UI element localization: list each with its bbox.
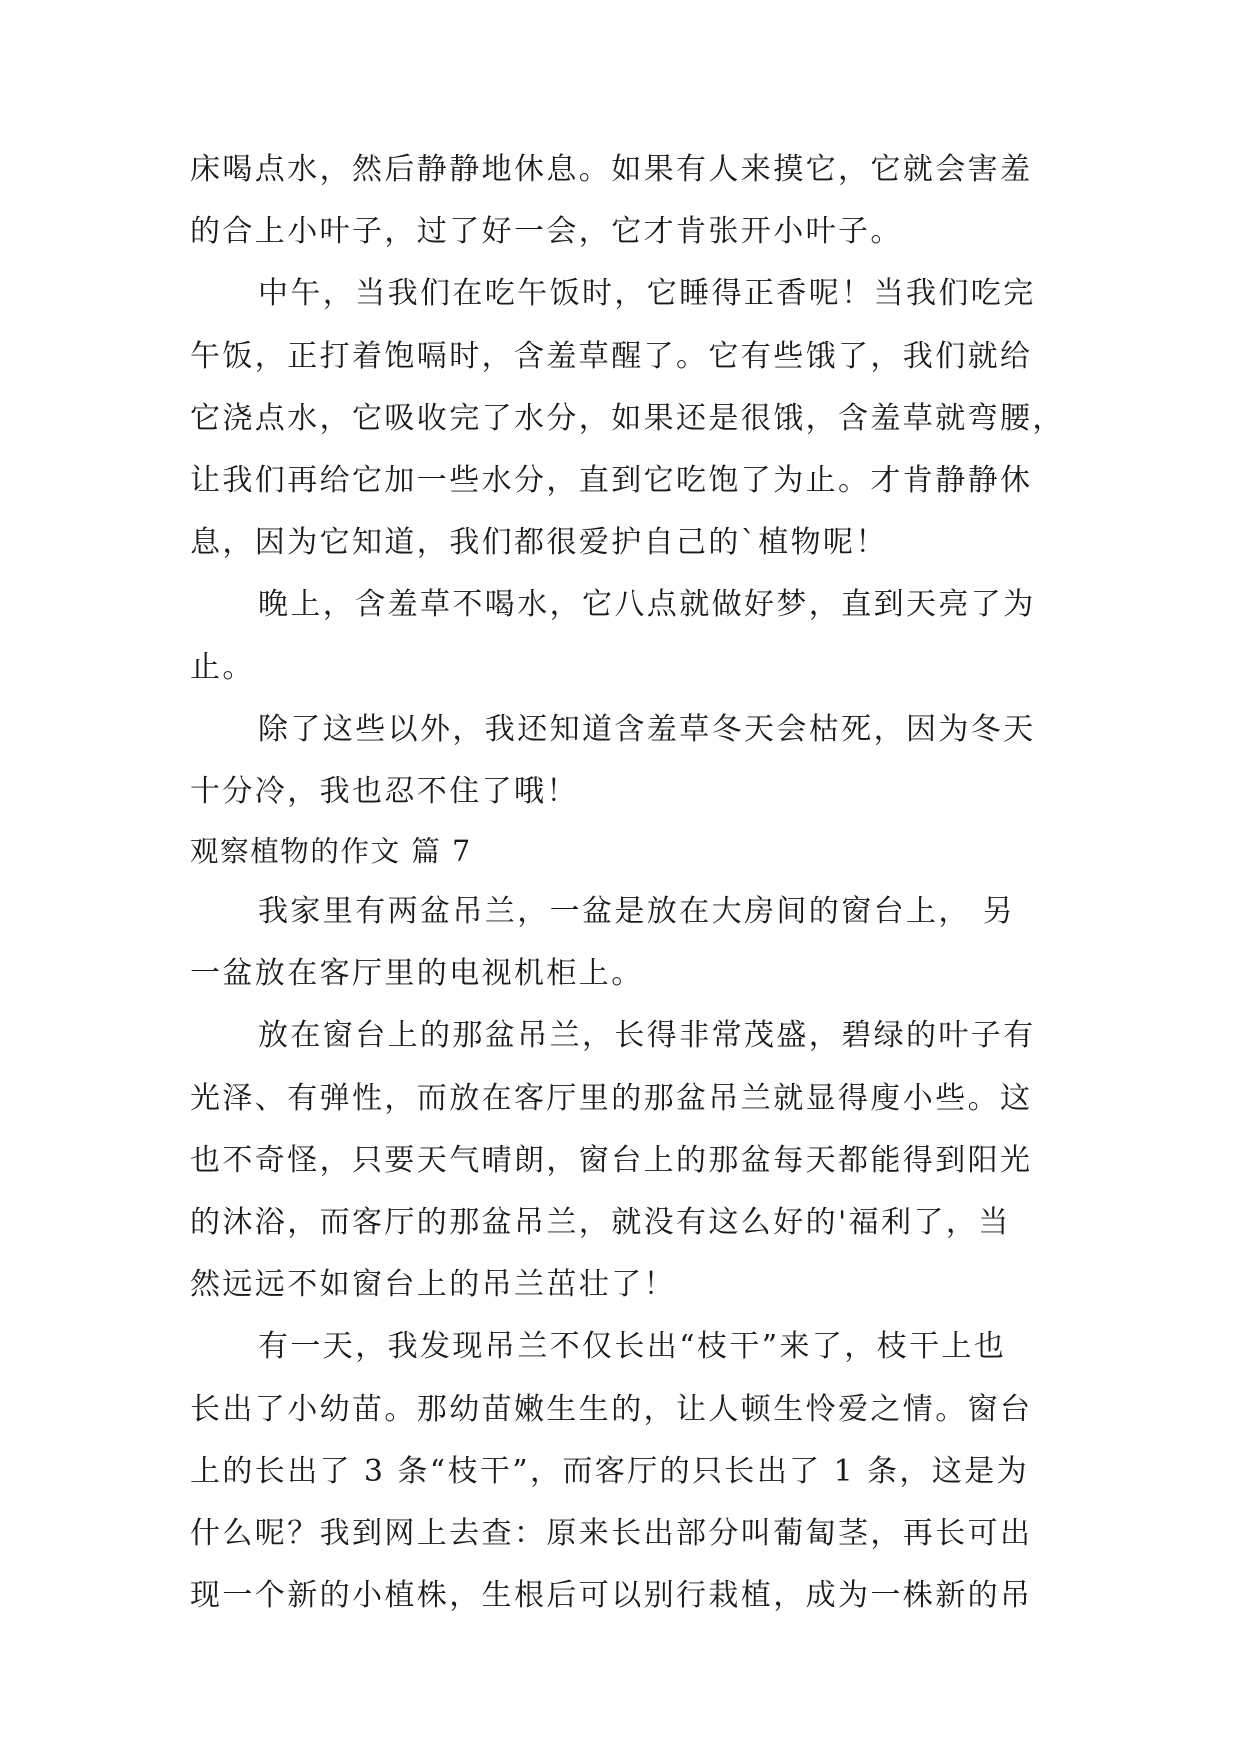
paragraph-line: 十分冷，我也忍不住了哦！ xyxy=(190,773,579,809)
paragraph-line: 息，因为它知道，我们都很爱护自己的`植物呢！ xyxy=(190,525,888,561)
paragraph-line: 止。 xyxy=(190,649,255,685)
paragraph-line: 放在窗台上的那盆吊兰，长得非常茂盛，碧绿的叶子有 xyxy=(258,1018,1036,1054)
paragraph-line: 光泽、有弹性，而放在客厅里的那盆吊兰就显得廋小些。这 xyxy=(190,1080,1033,1116)
paragraph-line: 晚上，含羞草不喝水，它八点就做好梦，直到天亮了为 xyxy=(258,587,1036,623)
paragraph xyxy=(190,699,1060,823)
paragraph-line: 它浇点水，它吸收完了水分，如果还是很饿，含羞草就弯腰， xyxy=(190,400,1065,436)
paragraph-line: 午饭，正打着饱嗝时，含羞草醒了。它有些饿了，我们就给 xyxy=(190,338,1033,374)
heading-text: 观察植物的作文 篇 7 xyxy=(190,835,472,869)
paragraph xyxy=(190,881,1060,1005)
paragraph-line: 然远远不如窗台上的吊兰茁壮了！ xyxy=(190,1267,676,1303)
paragraph xyxy=(190,1316,1060,1627)
paragraph-line: 中午，当我们在吃午饭时，它睡得正香呢！当我们吃完 xyxy=(258,276,1036,312)
paragraph-line: 什么呢？我到网上去查：原来长出部分叫葡匐茎，再长可出 xyxy=(190,1515,1033,1551)
paragraph-line: 的合上小叶子，过了好一会，它才肯张开小叶子。 xyxy=(190,214,903,250)
paragraph-line: 上的长出了 3 条“枝干”，而客厅的只长出了 1 条，这是为 xyxy=(190,1453,1029,1489)
paragraph-line: 现一个新的小植株，生根后可以别行栽植，成为一株新的吊 xyxy=(190,1578,1033,1614)
paragraph-line: 床喝点水，然后静静地休息。如果有人来摸它，它就会害羞 xyxy=(190,152,1033,187)
document-body xyxy=(190,139,1065,1627)
paragraph-line: 长出了小幼苗。那幼苗嫩生生的，让人顿生怜爱之情。窗台 xyxy=(190,1391,1033,1427)
paragraph xyxy=(190,1005,1060,1316)
paragraph-line: 我家里有两盆吊兰，一盆是放在大房间的窗台上， 另 xyxy=(258,894,1016,930)
paragraph xyxy=(190,139,1060,263)
paragraph-line: 有一天，我发现吊兰不仅长出“枝干”来了，枝干上也 xyxy=(258,1329,1007,1365)
paragraph-line: 除了这些以外，我还知道含羞草冬天会枯死，因为冬天 xyxy=(258,711,1036,747)
section-heading xyxy=(190,823,1060,881)
paragraph xyxy=(190,263,1065,574)
paragraph xyxy=(190,574,1060,698)
paragraph-line: 一盆放在客厅里的电视机柜上。 xyxy=(190,956,644,992)
paragraph-line: 也不奇怪，只要天气晴朗，窗台上的那盆每天都能得到阳光 xyxy=(190,1142,1033,1178)
paragraph-line: 的沐浴，而客厅的那盆吊兰，就没有这么好的'福利了，当 xyxy=(190,1205,1011,1240)
paragraph-line: 让我们再给它加一些水分，直到它吃饱了为止。才肯静静休 xyxy=(190,462,1033,498)
